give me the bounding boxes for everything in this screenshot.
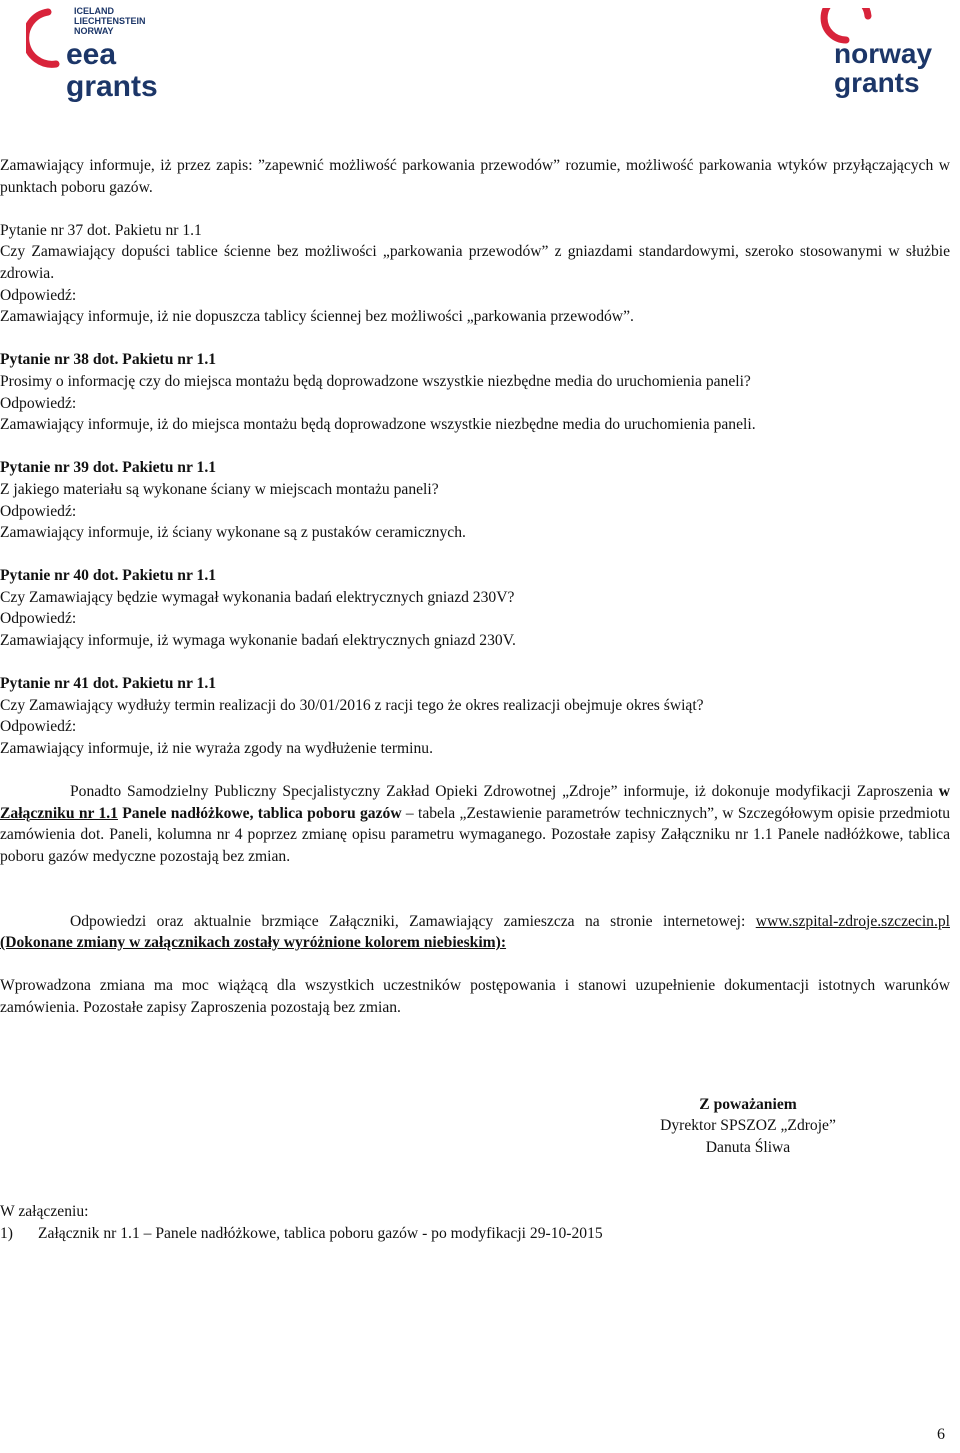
norway-grants-logo — [800, 8, 960, 104]
signature-name: Danuta Śliwa — [705, 1138, 791, 1156]
answer-label: Odpowiedź: — [0, 286, 77, 304]
signature-title: Dyrektor SPSZOZ „Zdroje” — [660, 1117, 836, 1135]
answer-label: Odpowiedź: — [0, 394, 77, 412]
eea-grants-logo-arc — [26, 12, 56, 64]
eea-logo-grants: grants — [66, 70, 158, 103]
answer-label: Odpowiedź: — [0, 610, 77, 628]
question-heading: Pytanie nr 37 dot. Pakietu nr 1.1 — [0, 221, 202, 239]
signature-greeting: Z poważaniem — [699, 1095, 797, 1113]
question-text: Czy Zamawiający dopuści tablice ścienne bez możliwości „parkowania przewodów” z gniazdami standardowymi, szeroko stosowanymi w służbie zdrowia. — [0, 243, 950, 282]
answer-label: Odpowiedź: — [0, 718, 77, 736]
modification-bold-1: w — [938, 783, 950, 801]
norway-grants-logo-arc — [824, 8, 868, 40]
attachments-section — [0, 1201, 950, 1244]
answer-text: Zamawiający informuje, iż nie dopuszcza tablicy ściennej bez możliwości „parkowania przewodów”. — [0, 308, 634, 326]
eea-country-iceland: ICELAND — [74, 6, 114, 16]
question-text: Czy Zamawiający wydłuży termin realizacji do 30/01/2016 z racji tego że okres realizacji obejmuje okres świąt? — [0, 696, 704, 714]
eea-grants-logo — [26, 4, 206, 104]
question-heading: Pytanie nr 41 dot. Pakietu nr 1.1 — [0, 675, 217, 693]
eea-country-liechtenstein: LIECHTENSTEIN — [74, 16, 146, 26]
question-heading: Pytanie nr 38 dot. Pakietu nr 1.1 — [0, 351, 217, 369]
norway-logo-grants: grants — [834, 67, 920, 98]
answer-text: Zamawiający informuje, iż wymaga wykonanie badań elektrycznych gniazd 230V. — [0, 632, 516, 650]
attachments-label: W załączeniu: — [0, 1203, 89, 1221]
qa-block-41 — [0, 673, 950, 759]
modification-text-2: – tabela „Zestawienie parametrów technicznych”, w Szczegółowym opisie przedmiotu zamówienia dot. Paneli, kolumna nr 4 poprzez zmianę opisu parametru wymaganego. Pozostałe zapisy Załączniku nr 1.1 Panele nadłóżkowe, tablica poboru gazów medyczne pozostają bez zmian. — [0, 804, 950, 865]
answer-label: Odpowiedź: — [0, 502, 77, 520]
attachment-text: Załącznik nr 1.1 – Panele nadłóżkowe, tablica poboru gazów - po modyfikacji 29-10-2015 — [38, 1224, 603, 1242]
attachment-item — [0, 1223, 950, 1245]
modification-text-1: Ponadto Samodzielny Publiczny Specjalistyczny Zakład Opieki Zdrowotnej „Zdroje” informuje, iż dokonuje modyfikacji Zaproszenia — [70, 783, 939, 801]
modification-bold-2: Panele nadłóżkowe, tablica poboru gazów — [117, 804, 402, 822]
question-text: Z jakiego materiału są wykonane ściany w miejscach montażu paneli? — [0, 480, 439, 498]
website-link[interactable]: www.szpital-zdroje.szczecin.pl — [755, 912, 950, 930]
modification-attachment-ref: Załączniku nr 1.1 — [0, 804, 118, 822]
binding-paragraph: Wprowadzona zmiana ma moc wiążącą dla wszystkich uczestników postępowania i stanowi uzupełnienie dokumentacji istotnych warunków zamówienia. Pozostałe zapisy Zaproszenia pozostają bez zmian. — [0, 977, 950, 1016]
eea-logo-word: eea — [66, 38, 117, 71]
publication-paragraph — [0, 911, 950, 954]
question-heading: Pytanie nr 39 dot. Pakietu nr 1.1 — [0, 459, 217, 477]
publication-text: Odpowiedzi oraz aktualnie brzmiące Załączniki, Zamawiający zamieszcza na stronie internetowej: — [70, 912, 756, 930]
question-heading: Pytanie nr 40 dot. Pakietu nr 1.1 — [0, 567, 217, 585]
qa-block-40 — [0, 565, 950, 651]
qa-block-38 — [0, 349, 950, 435]
norway-logo-word: norway — [834, 38, 933, 69]
publication-note: (Dokonane zmiany w załącznikach zostały wyróżnione kolorem niebieskim): — [0, 934, 507, 952]
question-text: Czy Zamawiający będzie wymagał wykonania badań elektrycznych gniazd 230V? — [0, 588, 515, 606]
modification-paragraph — [0, 781, 950, 867]
signature-block — [628, 1094, 868, 1159]
intro-paragraph: Zamawiający informuje, iż przez zapis: ”zapewnić możliwość parkowania przewodów” rozumie, możliwość parkowania wtyków przyłączających w punktach poboru gazów. — [0, 157, 950, 196]
document-body — [0, 155, 950, 1245]
qa-block-37 — [0, 220, 950, 328]
eea-country-norway: NORWAY — [74, 26, 114, 36]
page-number: 6 — [937, 1426, 945, 1443]
qa-block-39 — [0, 457, 950, 543]
answer-text: Zamawiający informuje, iż do miejsca montażu będą doprowadzone wszystkie niezbędne media do uruchomienia paneli. — [0, 416, 756, 434]
answer-text: Zamawiający informuje, iż ściany wykonane są z pustaków ceramicznych. — [0, 524, 466, 542]
attachment-number: 1) — [0, 1224, 13, 1242]
answer-text: Zamawiający informuje, iż nie wyraża zgody na wydłużenie terminu. — [0, 740, 433, 758]
question-text: Prosimy o informację czy do miejsca montażu będą doprowadzone wszystkie niezbędne media do uruchomienia paneli? — [0, 372, 751, 390]
